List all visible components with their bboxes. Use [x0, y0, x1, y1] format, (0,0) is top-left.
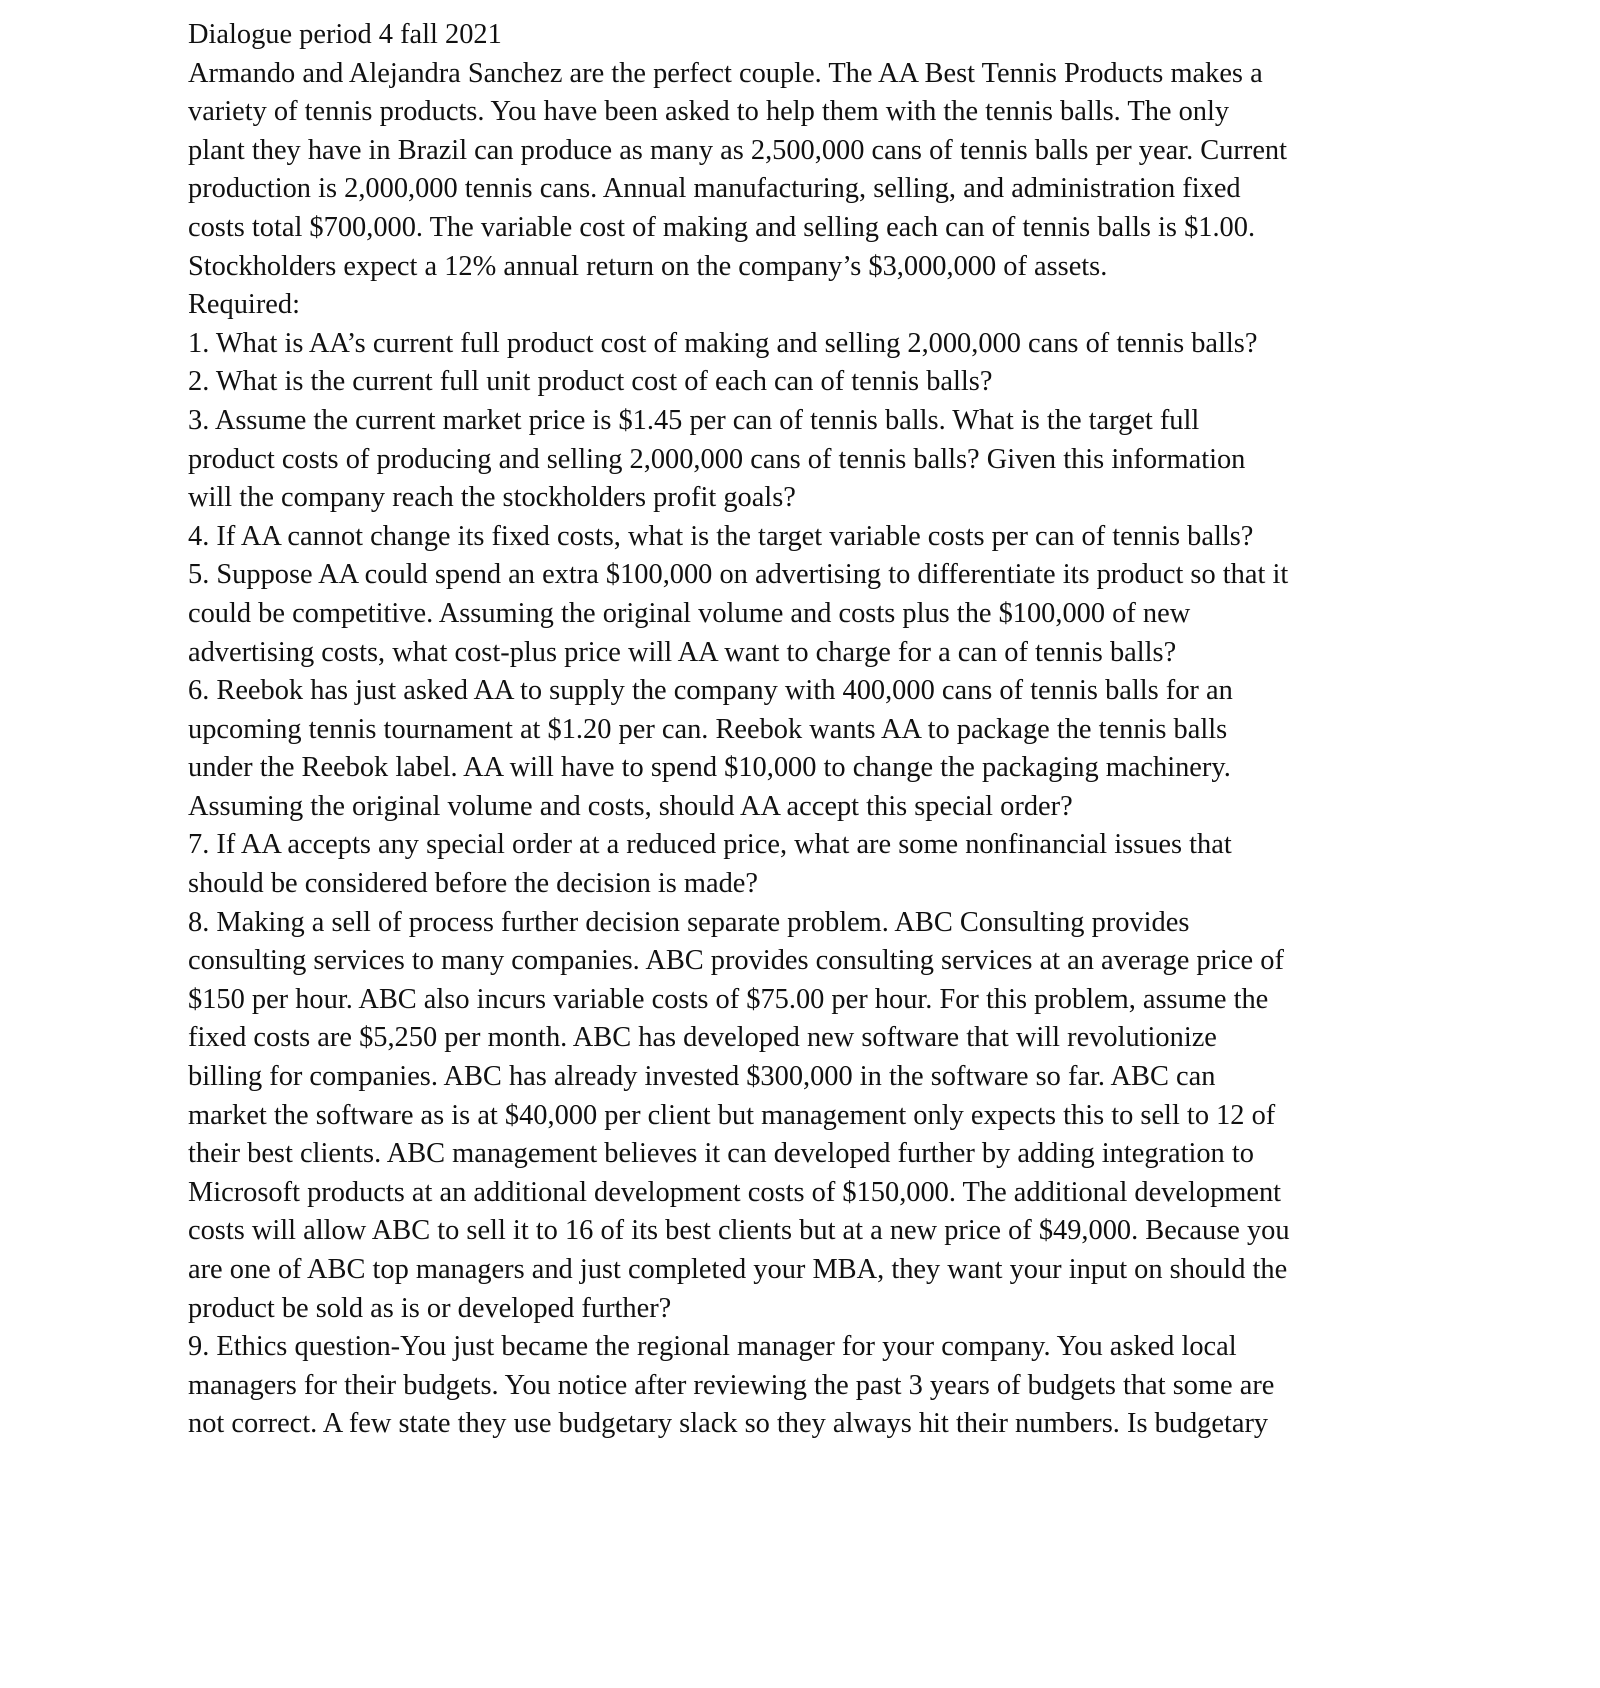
question-5: [188, 556, 1418, 672]
question-line: 7. If AA accepts any special order at a reduced price, what are some nonfinancial issues that: [188, 829, 1232, 861]
question-line: costs will allow ABC to sell it to 16 of its best clients but at a new price of $49,000. Because you: [188, 1215, 1290, 1247]
question-line: should be considered before the decision is made?: [188, 868, 758, 900]
required-label: Required:: [188, 289, 300, 321]
question-2: [188, 363, 1418, 402]
question-line: fixed costs are $5,250 per month. ABC has developed new software that will revolutionize: [188, 1022, 1217, 1054]
question-line: upcoming tennis tournament at $1.20 per can. Reebok wants AA to package the tennis balls: [188, 713, 1228, 745]
question-line: Assuming the original volume and costs, should AA accept this special order?: [188, 790, 1073, 822]
intro-line: plant they have in Brazil can produce as many as 2,500,000 cans of tennis balls per year. Current: [188, 134, 1288, 166]
question-line: product costs of producing and selling 2,000,000 cans of tennis balls? Given this information: [188, 443, 1246, 475]
question-9: [188, 1328, 1418, 1444]
question-line: their best clients. ABC management believes it can developed further by adding integration to: [188, 1138, 1254, 1170]
intro-line: costs total $700,000. The variable cost of making and selling each can of tennis balls is $1.00.: [188, 211, 1256, 243]
question-line: product be sold as is or developed further?: [188, 1292, 672, 1324]
question-line: Microsoft products at an additional development costs of $150,000. The additional development: [188, 1176, 1282, 1208]
question-4: [188, 518, 1418, 557]
question-line: billing for companies. ABC has already invested $300,000 in the software so far. ABC can: [188, 1061, 1216, 1093]
question-line: market the software as is at $40,000 per client but management only expects this to sell to 12 of: [188, 1099, 1276, 1131]
question-3: [188, 402, 1418, 518]
question-8: [188, 904, 1418, 1329]
question-line: 6. Reebok has just asked AA to supply the company with 400,000 cans of tennis balls for an: [188, 675, 1233, 707]
intro-line: Armando and Alejandra Sanchez are the perfect couple. The AA Best Tennis Products makes a: [188, 57, 1263, 89]
question-line: 1. What is AA’s current full product cost of making and selling 2,000,000 cans of tennis balls?: [188, 327, 1258, 359]
question-7: [188, 826, 1418, 903]
question-6: [188, 672, 1418, 826]
intro-line: variety of tennis products. You have been asked to help them with the tennis balls. The only: [188, 96, 1230, 128]
question-line: could be competitive. Assuming the original volume and costs plus the $100,000 of new: [188, 597, 1191, 629]
question-line: advertising costs, what cost-plus price will AA want to charge for a can of tennis balls?: [188, 636, 1177, 668]
document-title: Dialogue period 4 fall 2021: [188, 19, 502, 50]
intro-paragraph: [188, 55, 1418, 287]
question-line: 4. If AA cannot change its fixed costs, what is the target variable costs per can of tennis balls?: [188, 520, 1254, 552]
question-line: 3. Assume the current market price is $1.45 per can of tennis balls. What is the target full: [188, 404, 1200, 436]
question-line: under the Reebok label. AA will have to spend $10,000 to change the packaging machinery.: [188, 752, 1231, 784]
question-line: 9. Ethics question-You just became the regional manager for your company. You asked local: [188, 1331, 1237, 1363]
question-line: $150 per hour. ABC also incurs variable costs of $75.00 per hour. For this problem, assume the: [188, 983, 1269, 1015]
question-line: consulting services to many companies. ABC provides consulting services at an average price of: [188, 945, 1284, 977]
intro-line: Stockholders expect a 12% annual return on the company’s $3,000,000 of assets.: [188, 250, 1108, 282]
question-line: managers for their budgets. You notice after reviewing the past 3 years of budgets that some are: [188, 1369, 1275, 1401]
question-line: 2. What is the current full unit product cost of each can of tennis balls?: [188, 366, 993, 398]
question-1: [188, 325, 1418, 364]
question-line: are one of ABC top managers and just completed your MBA, they want your input on should the: [188, 1254, 1288, 1285]
question-line: not correct. A few state they use budgetary slack so they always hit their numbers. Is budgetary: [188, 1408, 1269, 1440]
question-line: 8. Making a sell of process further decision separate problem. ABC Consulting provides: [188, 906, 1190, 938]
document-page: [188, 16, 1418, 1444]
intro-line: production is 2,000,000 tennis cans. Annual manufacturing, selling, and administration fixed: [188, 173, 1241, 205]
question-line: 5. Suppose AA could spend an extra $100,000 on advertising to differentiate its product so that it: [188, 559, 1289, 591]
question-line: will the company reach the stockholders profit goals?: [188, 482, 796, 514]
